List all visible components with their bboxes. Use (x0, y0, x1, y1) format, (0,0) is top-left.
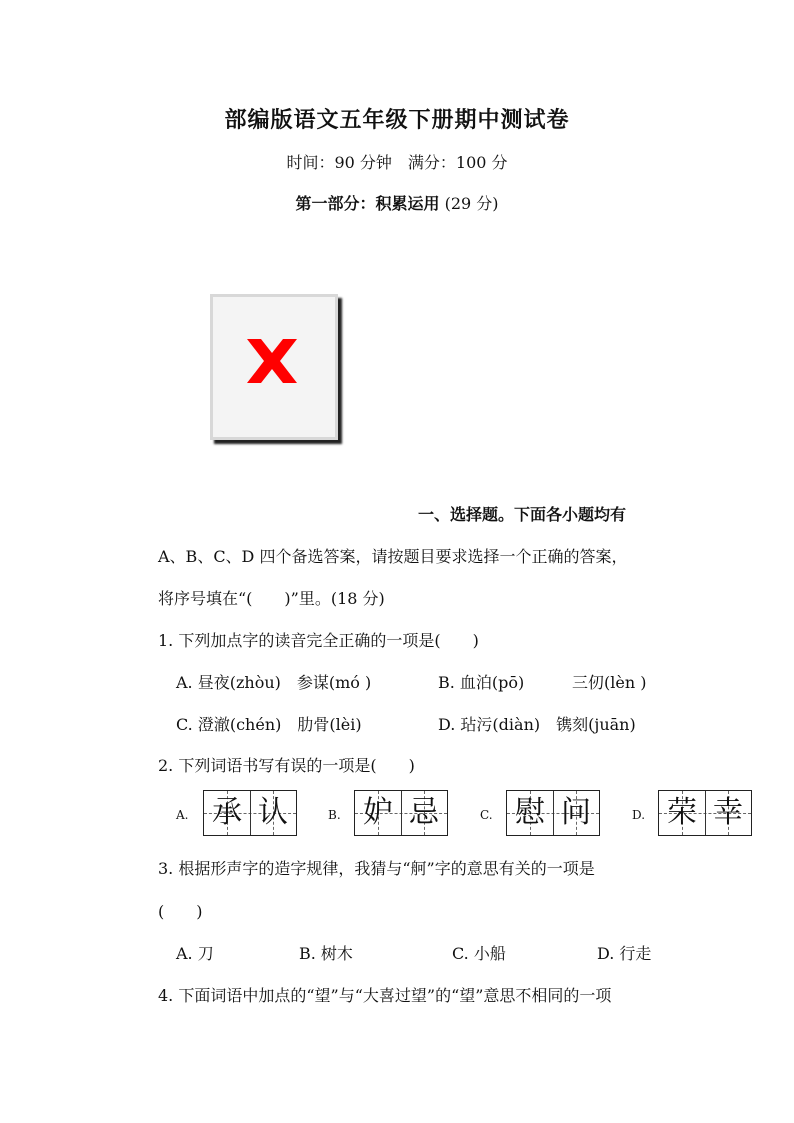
q2-choice-c-label: C. (480, 808, 493, 822)
q3-stem: 3. 根据形声字的造字规律，我猜与“舸”字的意思有关的一项是 (158, 859, 595, 878)
q2-choice-d-grid (658, 790, 752, 836)
q2-choice-b-char2: 忌 (409, 795, 439, 830)
q1-option-d: D. 玷污(diàn) 镌刻(juān) (438, 715, 636, 734)
q1-stem: 1. 下列加点字的读音完全正确的一项是( ) (158, 631, 479, 650)
broken-image-placeholder (210, 294, 338, 440)
q2-choice-b-char1: 妒 (363, 795, 393, 830)
q2-choice-a-grid (203, 790, 297, 836)
exam-meta: 时间：90 分钟 满分：100 分 (286, 153, 508, 172)
q3-option-c: C. 小船 (452, 944, 506, 963)
section1-line3: 将序号填在“( )”里。(18 分) (158, 589, 385, 608)
q2-choice-c-char1: 慰 (515, 795, 545, 830)
q2-choice-b-grid (354, 790, 448, 836)
q2-choice-c-char2: 问 (561, 795, 591, 830)
q2-choice-a-char2: 认 (258, 795, 288, 830)
part-heading (0, 191, 794, 214)
part-label: 第一部分：积累运用 (295, 194, 440, 213)
q2-choice-a-label: A. (176, 808, 189, 822)
q2-choice-b-label: B. (328, 808, 341, 822)
q3-paren: ( ) (158, 902, 203, 921)
q1-option-b: B. 血泊(pō) (438, 673, 525, 692)
q4-stem: 4. 下面词语中加点的“望”与“大喜过望”的“望”意思不相同的一项 (158, 986, 612, 1005)
part-score: (29 分) (439, 194, 499, 213)
q2-choice-c-grid (506, 790, 600, 836)
q2-choice-d-label: D. (632, 808, 646, 822)
exam-title: 部编版语文五年级下册期中测试卷 (224, 107, 570, 133)
q1-option-c: C. 澄澈(chén) 肋骨(lèi) (176, 715, 362, 734)
q1-option-b-second: 三仞(lèn ) (572, 673, 647, 692)
q2-stem: 2. 下列词语书写有误的一项是( ) (158, 756, 415, 775)
q3-option-b: B. 树木 (299, 944, 353, 963)
section1-line1: 一、选择题。下面各小题均有 (418, 505, 627, 524)
q2-choice-a-char1: 承 (212, 795, 242, 830)
q2-choice-d-char2: 幸 (713, 795, 743, 830)
q3-option-d: D. 行走 (597, 944, 652, 963)
broken-image-icon (243, 335, 301, 387)
q3-option-a: A. 刀 (176, 944, 214, 963)
q2-choice-d-char1: 荣 (667, 795, 697, 830)
q1-option-a: A. 昼夜(zhòu) 参谋(mó ) (176, 673, 372, 692)
section1-line2: A、B、C、D 四个备选答案，请按题目要求选择一个正确的答案， (158, 547, 628, 566)
